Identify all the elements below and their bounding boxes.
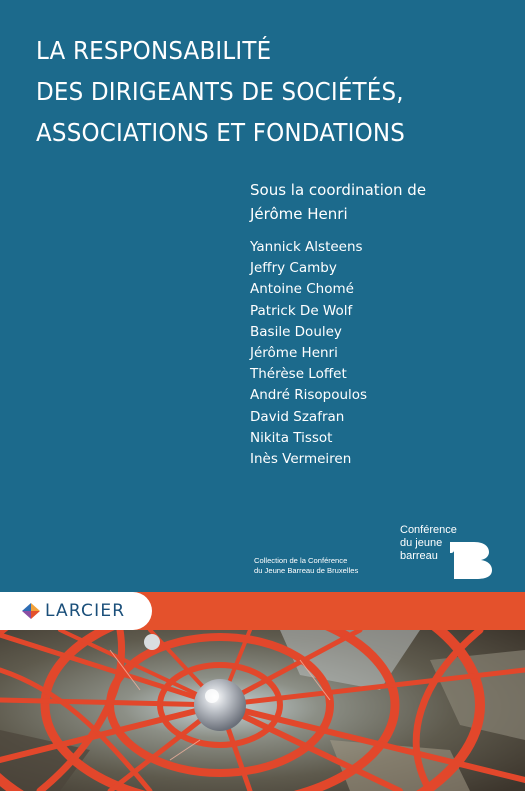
- collection-name: [254, 556, 358, 576]
- collection-line: Collection de la Conférence: [254, 556, 348, 565]
- author-name: Thérèse Loffet: [250, 366, 347, 383]
- collection-line: du Jeune Barreau de Bruxelles: [254, 566, 359, 575]
- author-list: [250, 237, 367, 470]
- cjb-line: barreau: [400, 550, 438, 562]
- author-name: André Risopoulos: [250, 387, 368, 404]
- author-name: Yannick Alsteens: [250, 239, 363, 255]
- book-title: [36, 30, 468, 153]
- author-name: Patrick De Wolf: [250, 302, 353, 319]
- title-line: DES DIRIGEANTS DE SOCIÉTÉS,: [36, 77, 404, 106]
- coordination: [250, 178, 426, 226]
- cjb-b-logo-icon: [450, 540, 494, 580]
- cjb-line: du jeune: [400, 537, 443, 549]
- author-name: Jérôme Henri: [250, 345, 338, 362]
- coordinator-name: Jérôme Henri: [250, 205, 348, 223]
- cover-photo: [0, 630, 525, 791]
- coordination-label: Sous la coordination de: [250, 181, 427, 199]
- title-line: ASSOCIATIONS ET FONDATIONS: [36, 118, 406, 147]
- author-name: Jeffry Camby: [250, 260, 337, 277]
- title-line: LA RESPONSABILITÉ: [36, 36, 272, 65]
- author-name: David Szafran: [250, 408, 345, 425]
- publisher-badge: [0, 592, 152, 630]
- cjb-line: Conférence: [400, 524, 457, 536]
- author-name: Antoine Chomé: [250, 281, 354, 298]
- larcier-logo-icon: [22, 603, 40, 619]
- author-name: Nikita Tissot: [250, 429, 333, 446]
- author-name: Inès Vermeiren: [250, 451, 352, 468]
- author-name: Basile Douley: [250, 323, 342, 340]
- cjb-wordmark: [400, 524, 457, 563]
- publisher-name: LARCIER: [45, 601, 126, 621]
